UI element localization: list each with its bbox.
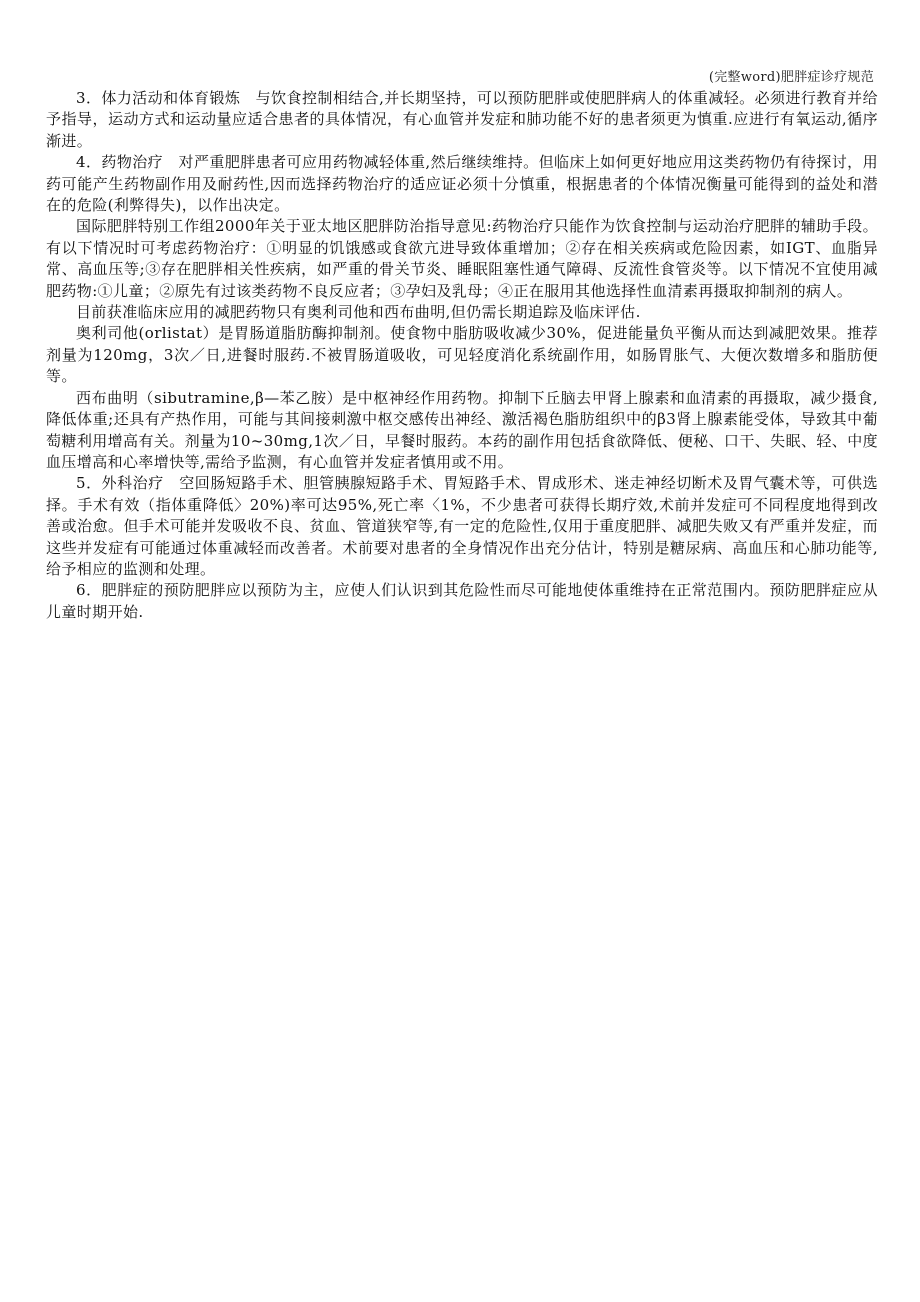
paragraph-drug-therapy: 4．药物治疗 对严重肥胖患者可应用药物减轻体重,然后继续维持。但临床上如何更好地应用这类药物仍有待探讨，用药可能产生药物副作用及耐药性,因而选择药物治疗的适应证必须十分慎重，根据患者的个体情况衡量可能得到的益处和潜在的危险(利弊得失)，以作出决定。 xyxy=(46,153,878,215)
paragraph-surgical-treatment: 5．外科治疗 空回肠短路手术、胆管胰腺短路手术、胃短路手术、胃成形术、迷走神经切断术及胃气囊术等，可供选择。手术有效（指体重降低〉20%)率可达95%,死亡率〈1%，不少患者可获得长期疗效,术前并发症可不同程度地得到改善或治愈。但手术可能并发吸收不良、贫血、管道狭窄等,有一定的危险性,仅用于重度肥胖、减肥失败又有严重并发症，而这些并发症有可能通过体重减轻而改善者。术前要对患者的全身情况作出充分估计，特别是糖尿病、高血压和心肺功能等,给予相应的监测和处理。 xyxy=(46,474,878,578)
document-body xyxy=(46,88,878,623)
paragraph-physical-activity: 3．体力活动和体育锻炼 与饮食控制相结合,并长期坚持，可以预防肥胖或使肥胖病人的体重减轻。必须进行教育并给予指导，运动方式和运动量应适合患者的具体情况，有心血管并发症和肺功能不好的患者须更为慎重.应进行有氧运动,循序渐进。 xyxy=(46,89,878,150)
paragraph-iotf-guidance: 国际肥胖特别工作组2000年关于亚太地区肥胖防治指导意见:药物治疗只能作为饮食控制与运动治疗肥胖的辅助手段。有以下情况时可考虑药物治疗：①明显的饥饿感或食欲亢进导致体重增加；②存在相关疾病或危险因素，如IGT、血脂异常、高血压等;③存在肥胖相关性疾病，如严重的骨关节炎、睡眠阻塞性通气障碍、反流性食管炎等。以下情况不宜使用减肥药物:①儿童；②原先有过该类药物不良反应者；③孕妇及乳母；④正在服用其他选择性血清素再摄取抑制剂的病人。 xyxy=(46,217,878,300)
paragraph-approved-drugs: 目前获准临床应用的减肥药物只有奥利司他和西布曲明,但仍需长期追踪及临床评估. xyxy=(76,303,641,322)
running-header: (完整word)肥胖症诊疗规范 xyxy=(708,70,874,85)
paragraph-orlistat: 奥利司他(orlistat）是胃肠道脂肪酶抑制剂。使食物中脂肪吸收减少30%，促进能量负平衡从而达到减肥效果。推荐剂量为120mg，3次／日,进餐时服药.不被胃肠道吸收，可见轻度消化系统副作用，如肠胃胀气、大便次数增多和脂肪便等。 xyxy=(46,324,878,386)
paragraph-prevention: 6．肥胖症的预防肥胖应以预防为主，应使人们认识到其危险性而尽可能地使体重维持在正常范围内。预防肥胖症应从儿童时期开始. xyxy=(46,581,878,621)
paragraph-sibutramine: 西布曲明（sibutramine,β—苯乙胺）是中枢神经作用药物。抑制下丘脑去甲肾上腺素和血清素的再摄取，减少摄食,降低体重;还具有产热作用，可能与其间接刺激中枢交感传出神经、激活褐色脂肪组织中的β3肾上腺素能受体，导致其中葡萄糖利用增高有关。剂量为10~30mg,1次／日，早餐时服药。本药的副作用包括食欲降低、便秘、口干、失眠、轻、中度血压增高和心率增快等,需给予监测，有心血管并发症者慎用或不用。 xyxy=(46,388,878,471)
